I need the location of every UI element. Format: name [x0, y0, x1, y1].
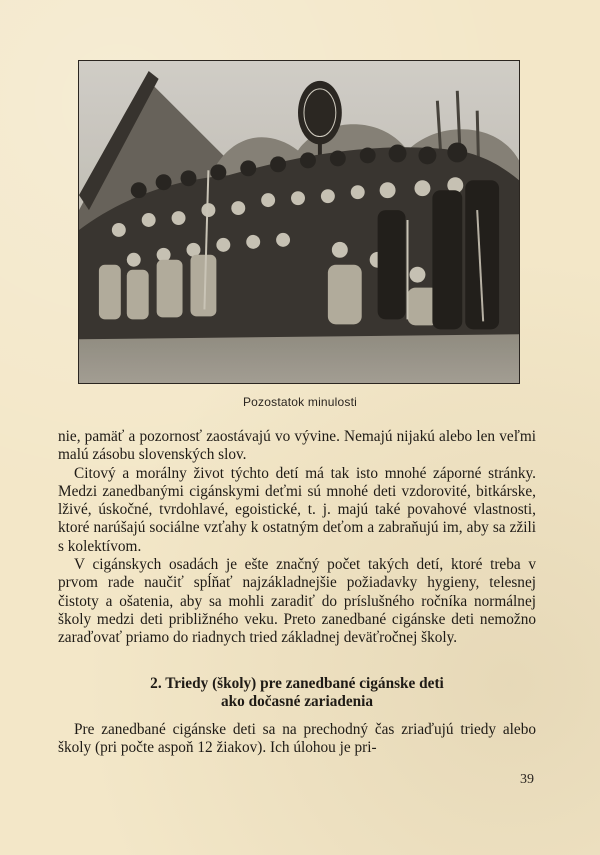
body-text: [58, 428, 536, 648]
group-photo-image: [79, 61, 519, 383]
paragraph-settlements: V cigánskych osadách je ešte značný počet takých detí, ktoré treba v prvom rade naučiť spĺňať najzákladnejšie požiadavky hygieny, telesnej čistoty a ošatenia, aby sa mohli zaradiť do príslušného ročníka normálnej školy medzi deti približného veku. Preto zanedbané cigánske deti nemožno zaraďovať priamo do riadnych tried základnej deväťročnej školy.: [58, 556, 536, 647]
section-paragraph: Pre zanedbané cigánske deti sa na prechodný čas zriaďujú triedy alebo školy (pri počte aspoň 12 žiakov). Ich úlohou je pri-: [58, 721, 536, 757]
page-number: 39: [520, 772, 534, 787]
paragraph-emotional-life: Citový a morálny život týchto detí má tak isto mnohé záporné stránky. Medzi zanedbanými cigánskymi deťmi sú mnohé deti vzdorovité, bitkárske, lživé, úskočné, tvrdohlavé, egoistické, t. j. majú také povahové vlastnosti, ktoré narúšajú sociálne vzťahy k ostatným deťom a zabraňujú im, aby sa zžili s kolektívom.: [58, 464, 536, 555]
figure-caption: Pozostatok minulosti: [242, 395, 358, 409]
paragraph-continuation: nie, pamäť a pozornosť zaostávajú vo vývine. Nemajú nijakú alebo len veľmi malú zásobu slovenských slov.: [58, 428, 536, 464]
section-heading-line-2: ako dočasné zariadenia: [220, 693, 374, 711]
archival-photograph: [78, 60, 520, 384]
section-heading-line-1: 2. Triedy (školy) pre zanedbané cigánske deti: [150, 675, 444, 692]
section-heading: [58, 675, 536, 712]
section-body: [58, 721, 536, 758]
